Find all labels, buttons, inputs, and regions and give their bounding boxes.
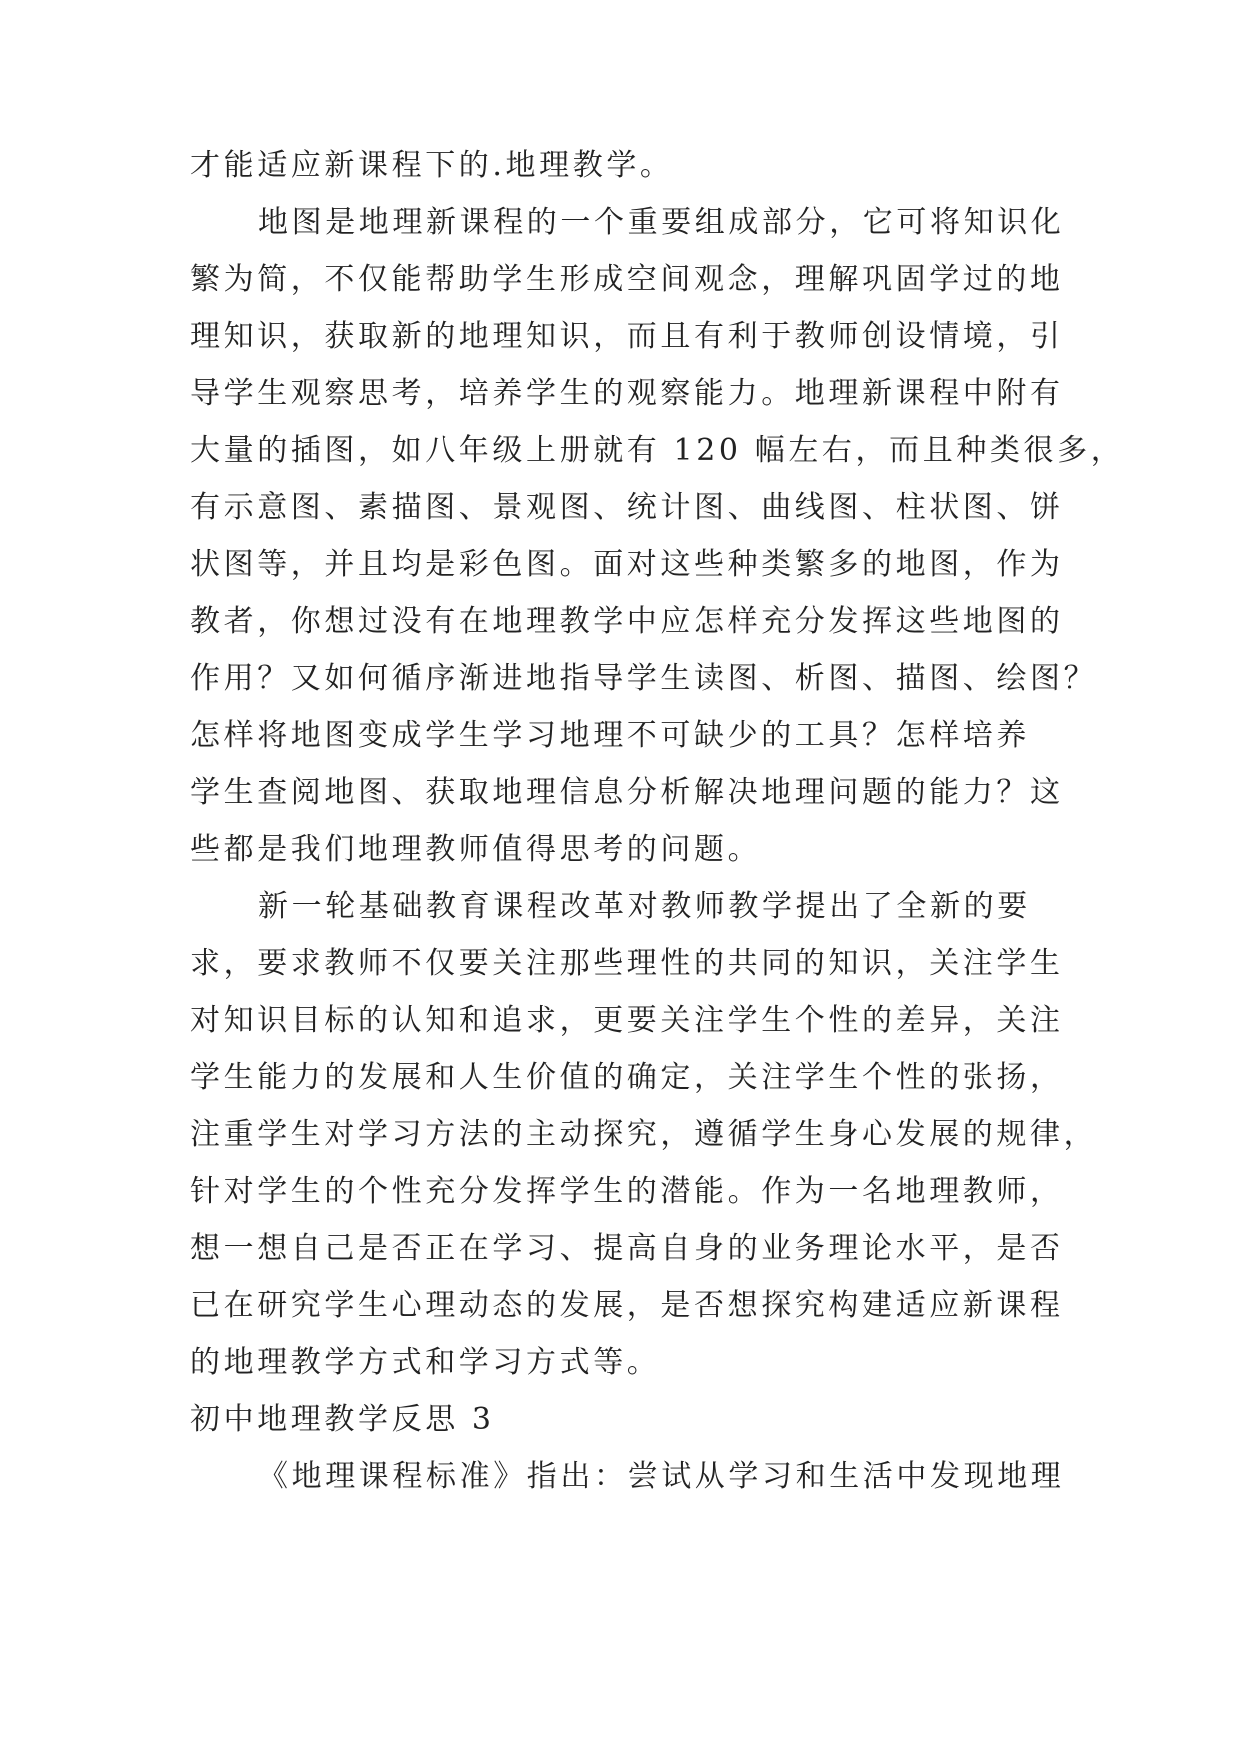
text-line: 状图等，并且均是彩色图。面对这些种类繁多的地图，作为 [190,547,1064,582]
text-line: 繁为简，不仅能帮助学生形成空间观念，理解巩固学过的地 [190,262,1064,297]
text-line: 对知识目标的认知和追求，更要关注学生个性的差异，关注 [190,1003,1064,1038]
text-line: 已在研究学生心理动态的发展，是否想探究构建适应新课程 [190,1288,1064,1323]
section-heading: 初中地理教学反思 3 [190,1402,495,1437]
text-line: 学生查阅地图、获取地理信息分析解决地理问题的能力？这 [190,775,1064,810]
text-line: 大量的插图，如八年级上册就有 120 幅左右，而且种类很多， [190,433,1125,468]
paragraph-first-line: 新一轮基础教育课程改革对教师教学提出了全新的要 [258,889,1031,924]
text-line: 作用？又如何循序渐进地指导学生读图、析图、描图、绘图？ [190,661,1098,696]
text-line: 有示意图、素描图、景观图、统计图、曲线图、柱状图、饼 [190,490,1064,525]
text-line: 想一想自己是否正在学习、提高自身的业务理论水平，是否 [190,1231,1064,1266]
text-line: 注重学生对学习方法的主动探究，遵循学生身心发展的规律， [190,1117,1098,1152]
text-line: 才能适应新课程下的.地理教学。 [190,148,674,183]
text-line: 怎样将地图变成学生学习地理不可缺少的工具？怎样培养 [190,718,1030,753]
text-line: 求，要求教师不仅要关注那些理性的共同的知识，关注学生 [190,946,1064,981]
paragraph-first-line: 《地理课程标准》指出：尝试从学习和生活中发现地理 [258,1459,1065,1494]
text-line: 导学生观察思考，培养学生的观察能力。地理新课程中附有 [190,376,1064,411]
text-line: 的地理教学方式和学习方式等。 [190,1345,661,1380]
text-line: 学生能力的发展和人生价值的确定，关注学生个性的张扬， [190,1060,1064,1095]
paragraph-first-line: 地图是地理新课程的一个重要组成部分，它可将知识化 [258,205,1065,240]
text-line: 些都是我们地理教师值得思考的问题。 [190,832,762,867]
text-line: 针对学生的个性充分发挥学生的潜能。作为一名地理教师， [190,1174,1064,1209]
text-line: 教者，你想过没有在地理教学中应怎样充分发挥这些地图的 [190,604,1064,639]
text-line: 理知识，获取新的地理知识，而且有利于教师创设情境，引 [190,319,1064,354]
